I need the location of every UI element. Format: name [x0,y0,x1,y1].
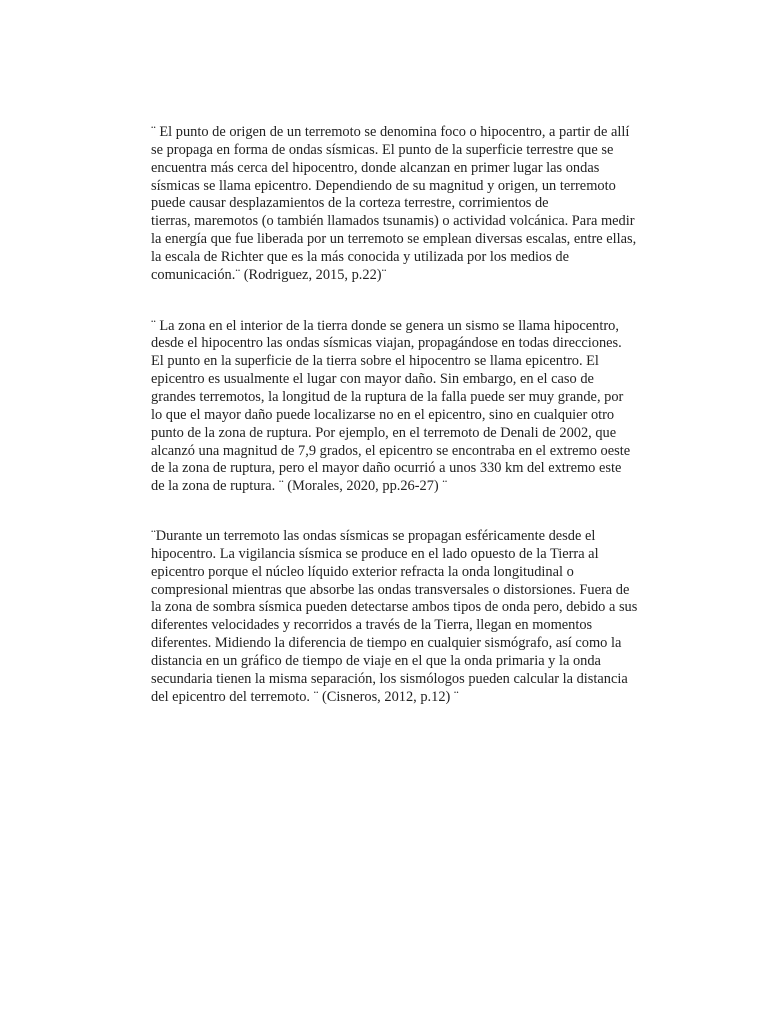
text-line: ¨ La zona en el interior de la tierra donde se genera un sismo se llama hipocentro, [151,317,619,334]
text-line: puede causar desplazamientos de la corteza terrestre, corrimientos de [151,195,549,212]
text-line: alcanzó una magnitud de 7,9 grados, el epicentro se encontraba en el extremo oeste [151,442,631,459]
text-line: la escala de Richter que es la más conocida y utilizada por los medios de [151,248,569,265]
text-line: lo que el mayor daño puede localizarse no en el epicentro, sino en cualquier otro [151,406,615,423]
text-line: El punto en la superficie de la tierra sobre el hipocentro se llama epicentro. El [151,353,599,370]
text-line: ¨Durante un terremoto las ondas sísmicas se propagan esféricamente desde el [151,528,596,545]
text-line: sísmicas se llama epicentro. Dependiendo de su magnitud y origen, un terremoto [151,177,616,194]
text-line: se propaga en forma de ondas sísmicas. El punto de la superficie terrestre que se [151,141,614,158]
text-line: compresional mientras que absorbe las ondas transversales o distorsiones. Fuera de [151,581,630,598]
text-line: epicentro es usualmente el lugar con mayor daño. Sin embargo, en el caso de [151,371,594,388]
paragraph-1 [151,124,663,285]
text-line: diferentes. Midiendo la diferencia de tiempo en cualquier sismógrafo, así como la [151,635,622,652]
text-line: desde el hipocentro las ondas sísmicas viajan, propagándose en todas direcciones. [151,335,622,352]
text-line: tierras, maremotos (o también llamados tsunamis) o actividad volcánica. Para medir [151,213,635,230]
text-line: hipocentro. La vigilancia sísmica se produce en el lado opuesto de la Tierra al [151,545,599,562]
text-line: de la zona de ruptura, pero el mayor daño ocurrió a unos 330 km del extremo este [151,460,622,477]
text-line: la energía que fue liberada por un terremoto se emplean diversas escalas, entre ellas, [151,231,637,248]
text-line: distancia en un gráfico de tiempo de viaje en el que la onda primaria y la onda [151,652,601,669]
text-line: del epicentro del terremoto. ¨ (Cisneros, 2012, p.12) ¨ [151,688,459,705]
text-line: encuentra más cerca del hipocentro, donde alcanzan en primer lugar las ondas [151,159,600,176]
text-line: grandes terremotos, la longitud de la ruptura de la falla puede ser muy grande, por [151,388,624,405]
text-line: la zona de sombra sísmica pueden detectarse ambos tipos de onda pero, debido a sus [151,599,638,616]
text-line: de la zona de ruptura. ¨ (Morales, 2020, pp.26-27) ¨ [151,478,448,495]
paragraph-2 [151,318,663,496]
document-page [151,124,663,706]
text-line: epicentro porque el núcleo líquido exterior refracta la onda longitudinal o [151,563,574,580]
text-line: secundaria tienen la misma separación, los sismólogos pueden calcular la distancia [151,670,628,687]
paragraph-3 [151,528,663,706]
text-line: comunicación.¨ (Rodriguez, 2015, p.22)¨ [151,266,387,283]
text-line: ¨ El punto de origen de un terremoto se denomina foco o hipocentro, a partir de allí [151,124,630,140]
text-line: punto de la zona de ruptura. Por ejemplo, en el terremoto de Denali de 2002, que [151,424,617,441]
text-line: diferentes velocidades y recorridos a través de la Tierra, llegan en momentos [151,617,593,634]
